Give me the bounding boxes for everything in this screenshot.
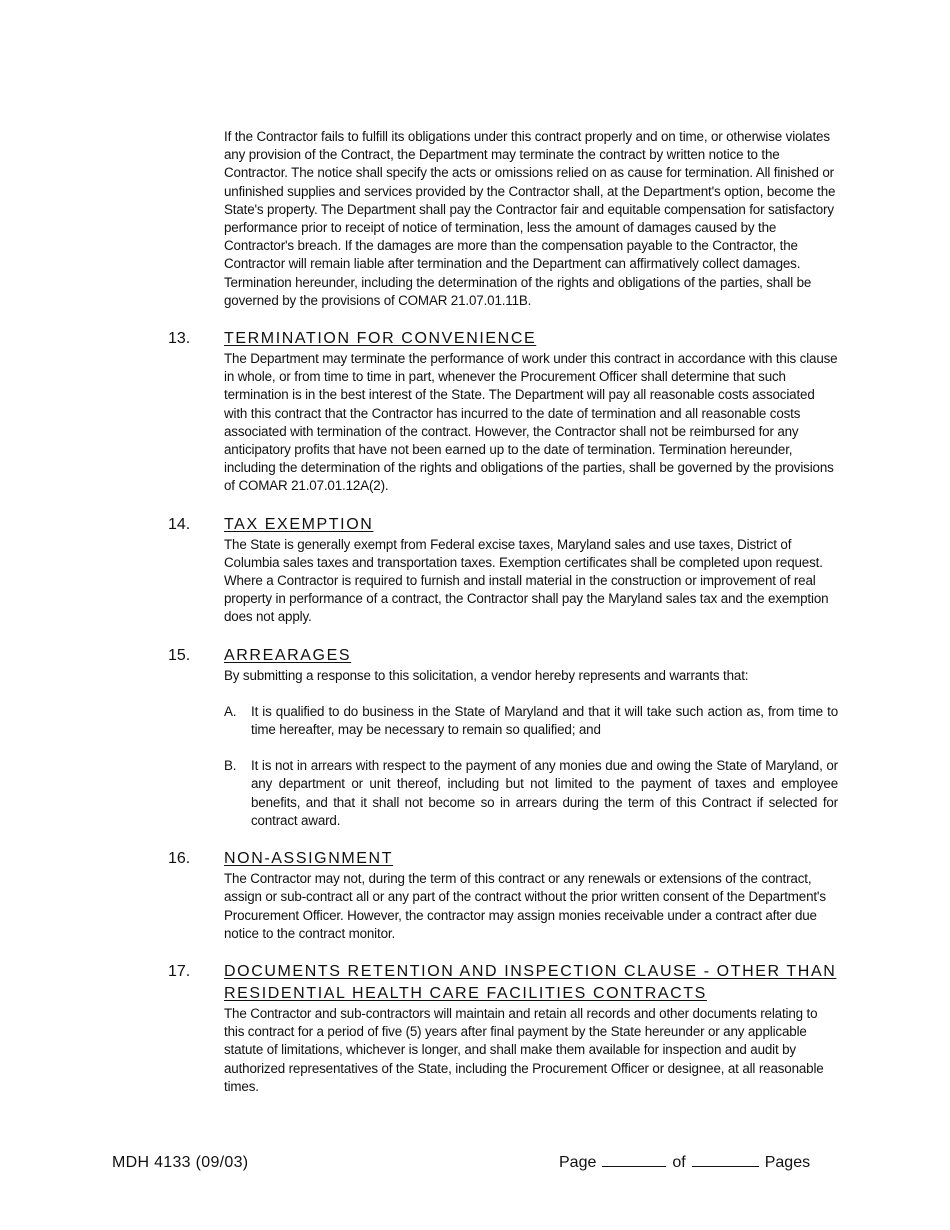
section-title: DOCUMENTS RETENTION AND INSPECTION CLAUSE - OTHER THAN RESIDENTIAL HEALTH CARE FACILITIES CONTRACTS bbox=[224, 962, 837, 1002]
section-13-termination-for-convenience bbox=[0, 328, 950, 496]
section-title: ARREARAGES bbox=[224, 646, 352, 664]
section-body: The Contractor and sub-contractors will maintain and retain all records and other documents relating to this contract for a period of five (5) years after final payment by the State hereunder or any applicable statute of limitations, whichever is longer, and shall make them available for inspection and audit by authorized representatives of the State, including the Procurement Officer or designee, at all reasonable times. bbox=[224, 1005, 824, 1094]
list-text: It is not in arrears with respect to the payment of any monies due and owing the State of Maryland, or any department or unit thereof, including but not limited to the payment of taxes and employee benefits, and that it shall not become so in arrears during the term of this Contract if selected for contract award. bbox=[251, 758, 838, 828]
list-text: It is qualified to do business in the State of Maryland and that it will take such action as, from time to time hereafter, may be necessary to remain so qualified; and bbox=[251, 703, 838, 738]
pages-label: Pages bbox=[764, 1154, 811, 1171]
section-body: The Department may terminate the performance of work under this contract in accordance with this clause in whole, or from time to time in part, whenever the Procurement Officer shall determine that such termination is in the best interest of the State. The Department will pay all reasonable costs associated with this contract that the Contractor has incurred to the date of termination and all reasonable costs associated with termination of the contract. However, the Contractor shall not be reimbursed for any anticipatory profits that have not been earned up to the date of termination. Termination hereunder, including the determination of the rights and obligations of the parties, shall be governed by the provisions of COMAR 21.07.01.12A(2). bbox=[224, 351, 838, 494]
section-15-arrearages bbox=[0, 645, 950, 830]
section-number: 16. bbox=[168, 850, 191, 868]
list-item-a bbox=[224, 703, 838, 739]
section-title: TERMINATION FOR CONVENIENCE bbox=[224, 330, 537, 348]
list-item-b bbox=[224, 757, 838, 830]
section-number: 13. bbox=[168, 330, 191, 348]
section-title: TAX EXEMPTION bbox=[224, 515, 374, 533]
document-content bbox=[0, 128, 950, 1096]
section-number: 14. bbox=[168, 515, 191, 533]
section-14-tax-exemption bbox=[0, 514, 950, 627]
section-number: 17. bbox=[168, 962, 191, 980]
form-code: MDH 4133 (09/03) bbox=[112, 1154, 249, 1171]
list-letter: A. bbox=[224, 703, 237, 719]
list-letter: B. bbox=[224, 758, 237, 774]
intro-paragraph: If the Contractor fails to fulfill its obligations under this contract properly and on time, or otherwise violates any provision of the Contract, the Department may terminate the contract by written notice to the Contractor. The notice shall specify the acts or omissions relied on as cause for termination. All finished or unfinished supplies and services provided by the Contractor shall, at the Department's option, become the State's property. The Department shall pay the Contractor fair and equitable compensation for satisfactory performance prior to receipt of notice of termination, less the amount of damages caused by the Contractor's breach. If the damages are more than the compensation payable to the Contractor, the Contractor will remain liable after termination and the Department can affirmatively collect damages. Termination hereunder, including the determination of the rights and obligations of the parties, shall be governed by the provisions of COMAR 21.07.01.11B. bbox=[224, 129, 836, 308]
page-counter bbox=[559, 1152, 810, 1174]
section-body: By submitting a response to this solicitation, a vendor hereby represents and warrants that: bbox=[224, 667, 749, 683]
section-16-non-assignment bbox=[0, 848, 950, 943]
page-label: Page bbox=[559, 1154, 597, 1171]
section-17-documents-retention bbox=[0, 961, 950, 1096]
page-number-blank bbox=[602, 1152, 666, 1167]
section-body: The State is generally exempt from Federal excise taxes, Maryland sales and use taxes, District of Columbia sales taxes and transportation taxes. Exemption certificates shall be completed upon request. Where a Contractor is required to furnish and install material in the construction or improvement of real property in performance of a contract, the Contractor shall pay the Maryland sales tax and the exemption does not apply. bbox=[224, 536, 829, 625]
of-label: of bbox=[672, 1154, 686, 1171]
section-title: NON-ASSIGNMENT bbox=[224, 850, 394, 868]
total-pages-blank bbox=[692, 1152, 759, 1167]
section-number: 15. bbox=[168, 646, 191, 664]
section-body: The Contractor may not, during the term of this contract or any renewals or extensions of the contract, assign or sub-contract all or any part of the contract without the prior written consent of the Department's Procurement Officer. However, the contractor may assign monies receivable under a contract after due notice to the contract monitor. bbox=[224, 871, 826, 941]
